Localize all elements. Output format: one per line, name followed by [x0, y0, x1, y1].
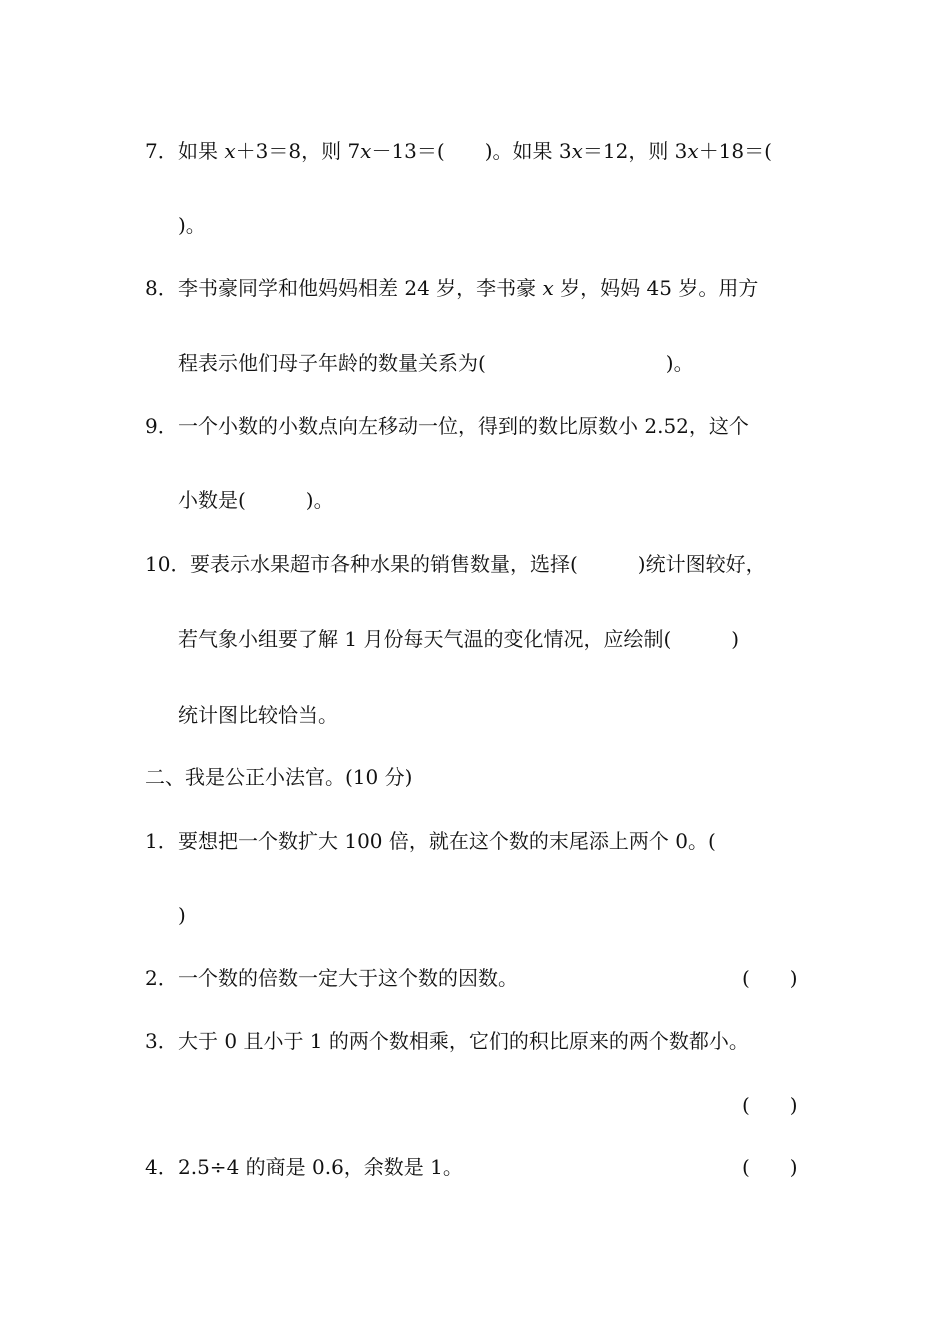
q9-line-2: 小数是( )。 — [178, 488, 334, 512]
q7-line-2: )。 — [178, 213, 206, 237]
q7-number: 7． — [145, 139, 178, 163]
q10-line-1: 要表示水果超市各种水果的销售数量，选择( )统计图较好， — [190, 552, 766, 576]
q9-number: 9． — [145, 414, 178, 438]
section-2-title: 二、我是公正小法官。(10 分) — [145, 765, 413, 789]
j2-answer-paren: ( ) — [742, 966, 798, 990]
q9-line-1: 一个小数的小数点向左移动一位，得到的数比原数小 2.52，这个 — [178, 414, 749, 438]
q8-line-2: 程表示他们母子年龄的数量关系为( )。 — [178, 351, 694, 375]
q8-number: 8． — [145, 276, 178, 300]
q10-line-3: 统计图比较恰当。 — [178, 703, 338, 727]
j4-answer-paren: ( ) — [742, 1155, 798, 1179]
j4-number: 4． — [145, 1155, 178, 1179]
j1-line-1: 要想把一个数扩大 100 倍，就在这个数的末尾添上两个 0。( — [178, 829, 716, 853]
j1-number: 1． — [145, 829, 178, 853]
j1-line-2: ) — [178, 903, 186, 927]
q10-number: 10． — [145, 552, 191, 576]
q8-line-1: 李书豪同学和他妈妈相差 24 岁，李书豪 x 岁，妈妈 45 岁。用方 — [178, 276, 759, 300]
j2-text: 一个数的倍数一定大于这个数的因数。 — [178, 966, 518, 990]
q10-line-2: 若气象小组要了解 1 月份每天气温的变化情况，应绘制( ) — [178, 627, 740, 651]
j4-text: 2.5÷4 的商是 0.6，余数是 1。 — [178, 1155, 463, 1179]
j3-number: 3． — [145, 1029, 178, 1053]
q7-line-1: 如果 x＋3＝8，则 7x－13＝( )。如果 3x＝12，则 3x＋18＝( — [178, 139, 772, 163]
j3-answer-paren: ( ) — [742, 1093, 798, 1117]
j3-text: 大于 0 且小于 1 的两个数相乘，它们的积比原来的两个数都小。 — [178, 1029, 749, 1053]
j2-number: 2． — [145, 966, 178, 990]
